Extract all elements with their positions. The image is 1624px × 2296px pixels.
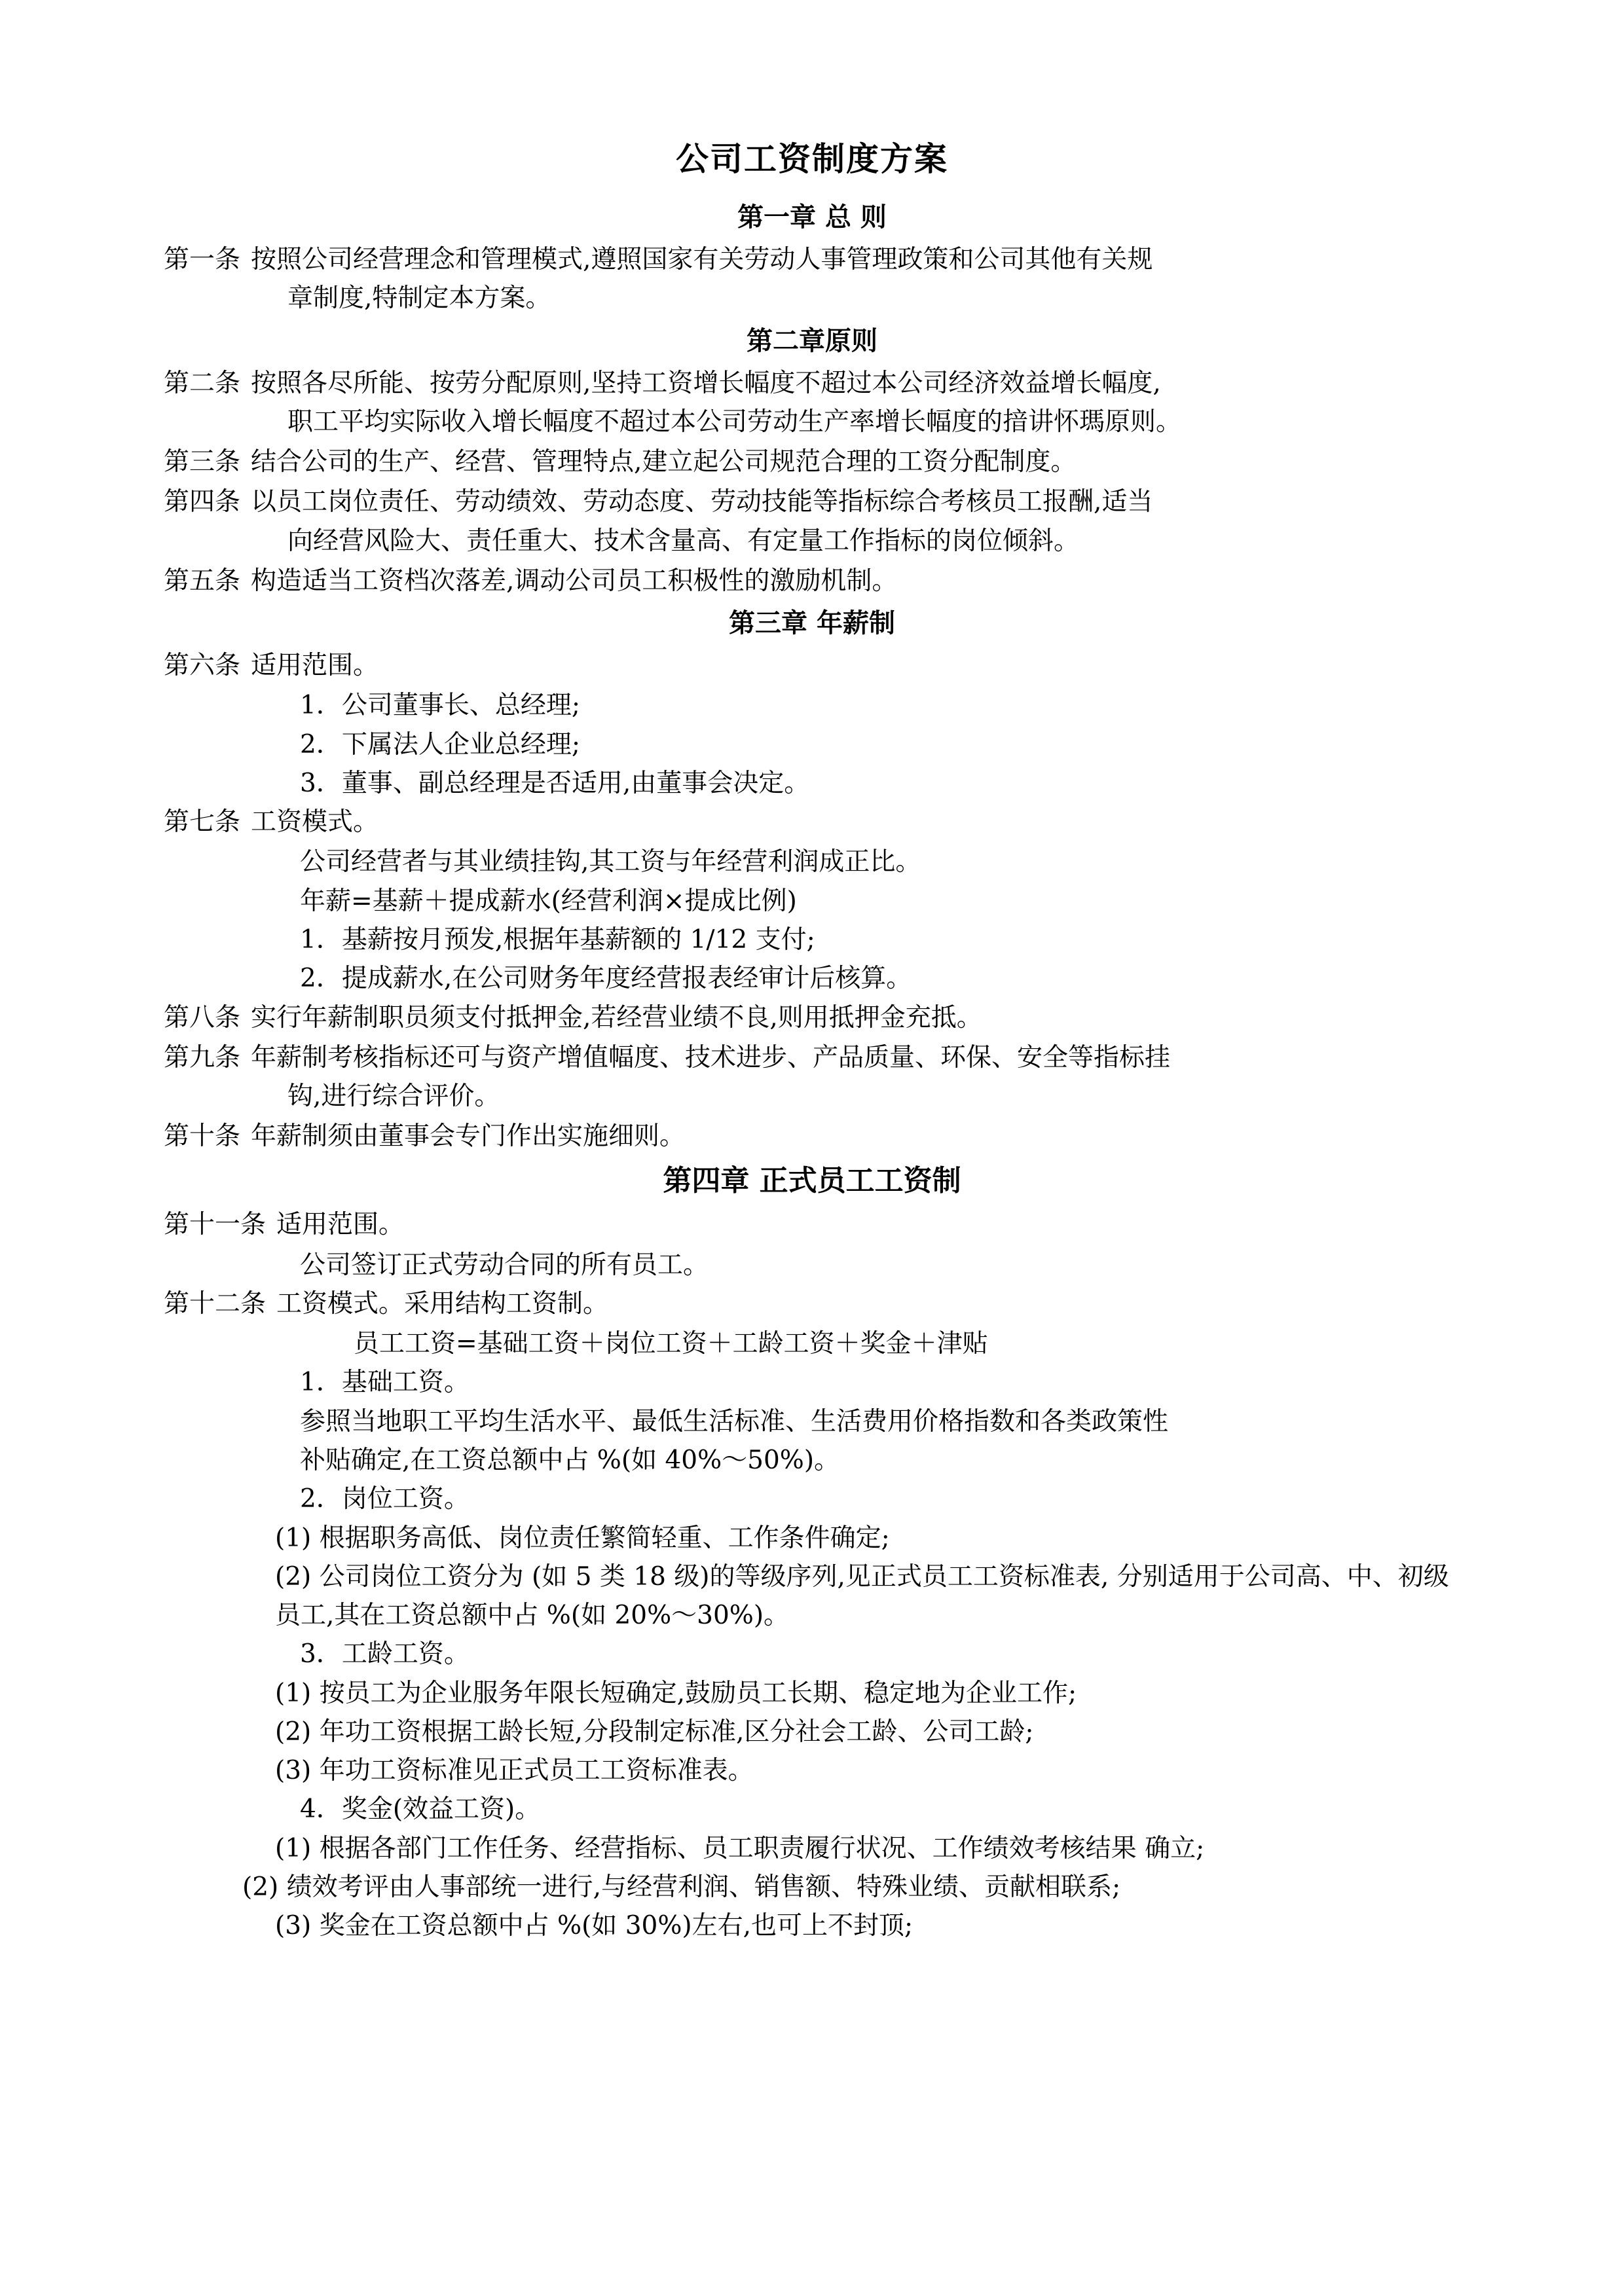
article-2-body	[251, 364, 1460, 442]
list-item: 2．岗位工资。	[300, 1484, 470, 1514]
article-6-body: 适用范围。	[251, 651, 379, 681]
list-item-detail: (1) 根据职务高低、岗位责任繁简轻重、工作条件确定;	[275, 1523, 890, 1553]
annual-salary-formula: 年薪=基薪＋提成薪水(经营利润×提成比例)	[300, 886, 797, 916]
article-5	[164, 562, 1460, 600]
article-11-body: 适用范围。	[276, 1210, 405, 1240]
article-9-body	[251, 1038, 1460, 1116]
article-7-body: 工资模式。	[251, 807, 379, 837]
employee-salary-formula: 员工工资=基础工资＋岗位工资＋工龄工资＋奖金＋津贴	[354, 1329, 988, 1359]
list-item-detail: (1) 按员工为企业服务年限长短确定,鼓励员工长期、稳定地为企业工作;	[275, 1678, 1077, 1708]
article-6-label: 第六条	[164, 651, 241, 681]
list-item: 2．下属法人企业总经理;	[300, 729, 580, 759]
list-item: 2．提成薪水,在公司财务年度经营报表经审计后核算。	[300, 964, 912, 994]
article-11-paragraph: 公司签订正式劳动合同的所有员工。	[300, 1250, 709, 1280]
list-item-detail: (3) 奖金在工资总额中占 %(如 30%)左右,也可上不封顶;	[275, 1911, 913, 1941]
article-1-line-1: 按照公司经营理念和管理模式,遵照国家有关劳动人事管理政策和公司其他有关规	[251, 245, 1153, 274]
article-10-body: 年薪制须由董事会专门作出实施细则。	[251, 1121, 686, 1152]
list-item: 1．公司董事长、总经理;	[300, 691, 580, 721]
list-item: 4．奖金(效益工资)。	[300, 1795, 541, 1825]
post-salary-line-2: 分别适用于公司高、中、初级员工,其在工资总额中占 %(如 20%～30%)。	[275, 1561, 1449, 1631]
article-9-line-1: 年薪制考核指标还可与资产增值幅度、技术进步、产品质量、环保、安全等指标挂	[251, 1042, 1171, 1072]
post-salary-line-1: (2) 公司岗位工资分为 (如 5 类 18 级)的等级序列,见正式员工工资标准表,	[275, 1561, 1109, 1592]
article-2-label: 第二条	[164, 368, 241, 398]
basic-salary-line-2: 补贴确定,在工资总额中占 %(如 40%～50%)。	[300, 1445, 840, 1475]
basic-salary-line-1: 参照当地职工平均生活水平、最低生活标准、生活费用价格指数和各类政策性	[300, 1406, 1169, 1436]
article-9-line-2: 钩,进行综合评价。	[287, 1082, 500, 1112]
article-7	[164, 803, 1460, 841]
article-3-body: 结合公司的生产、经营、管理特点,建立起公司规范合理的工资分配制度。	[251, 447, 1077, 477]
article-10	[164, 1117, 1460, 1156]
list-item: 1．基础工资。	[300, 1368, 470, 1398]
article-9-label: 第九条	[164, 1042, 241, 1072]
chapter-heading-2: 第二章原则	[747, 325, 877, 356]
bonus-line-2: 确立;	[1145, 1833, 1205, 1863]
article-9	[164, 1038, 1460, 1116]
article-3	[164, 443, 1460, 481]
article-1-line-2: 章制度,特制定本方案。	[287, 283, 551, 314]
article-4-line-1: 以员工岗位责任、劳动绩效、劳动态度、劳动技能等指标综合考核员工报酬,适当	[251, 487, 1153, 517]
article-5-body: 构造适当工资档次落差,调动公司员工积极性的激励机制。	[251, 566, 898, 596]
article-4-line-2: 向经营风险大、责任重大、技术含量高、有定量工作指标的岗位倾斜。	[287, 526, 1080, 556]
article-2-line-1: 按照各尽所能、按劳分配原则,坚持工资增长幅度不超过本公司经济效益增长幅度,	[251, 368, 1161, 398]
article-2	[164, 364, 1460, 442]
article-8	[164, 998, 1460, 1037]
page-title: 公司工资制度方案	[676, 139, 948, 178]
list-item-detail: (3) 年功工资标准见正式员工工资标准表。	[275, 1756, 754, 1786]
article-6	[164, 646, 1460, 685]
article-4	[164, 483, 1460, 560]
article-1-label: 第一条	[164, 245, 241, 274]
list-item-detail	[164, 1558, 1460, 1635]
bonus-line-1: (1) 根据各部门工作任务、经营指标、员工职责履行状况、工作绩效考核结果	[275, 1833, 1137, 1863]
article-7-label: 第七条	[164, 807, 241, 837]
article-1	[164, 240, 1460, 318]
article-11	[164, 1205, 1460, 1244]
article-4-label: 第四条	[164, 487, 241, 517]
article-12-body: 工资模式。采用结构工资制。	[276, 1288, 609, 1319]
list-item-detail	[164, 1402, 1460, 1480]
list-item-detail: (2) 年功工资根据工龄长短,分段制定标准,区分社会工龄、公司工龄;	[275, 1717, 1034, 1747]
article-12-label: 第十二条	[164, 1288, 267, 1319]
article-7-paragraph: 公司经营者与其业绩挂钩,其工资与年经营利润成正比。	[300, 847, 921, 877]
article-10-label: 第十条	[164, 1121, 241, 1152]
chapter-heading-1: 第一章 总 则	[737, 202, 887, 232]
list-item-detail	[164, 1829, 1460, 1868]
chapter-heading-4: 第四章 正式员工工资制	[663, 1163, 961, 1197]
chapter-heading-3: 第三章 年薪制	[729, 608, 895, 639]
article-11-label: 第十一条	[164, 1210, 267, 1240]
article-8-body: 实行年薪制职员须支付抵押金,若经营业绩不良,则用抵押金充抵。	[251, 1002, 982, 1032]
article-4-body	[251, 483, 1460, 560]
list-item: 3．工龄工资。	[300, 1639, 470, 1669]
article-5-label: 第五条	[164, 566, 241, 596]
article-2-line-2: 职工平均实际收入增长幅度不超过本公司劳动生产率增长幅度的揞讲怀瑪原则。	[287, 407, 1182, 437]
article-12	[164, 1285, 1460, 1323]
list-item: 1．基薪按月预发,根据年基薪额的 1/12 支付;	[300, 924, 815, 955]
article-3-label: 第三条	[164, 447, 241, 477]
article-8-label: 第八条	[164, 1002, 241, 1032]
list-item: 3．董事、副总经理是否适用,由董事会决定。	[300, 768, 810, 798]
list-item-detail: (2) 绩效考评由人事部统一进行,与经营利润、销售额、特殊业绩、贡献相联系;	[242, 1872, 1121, 1902]
article-1-body	[251, 240, 1460, 318]
